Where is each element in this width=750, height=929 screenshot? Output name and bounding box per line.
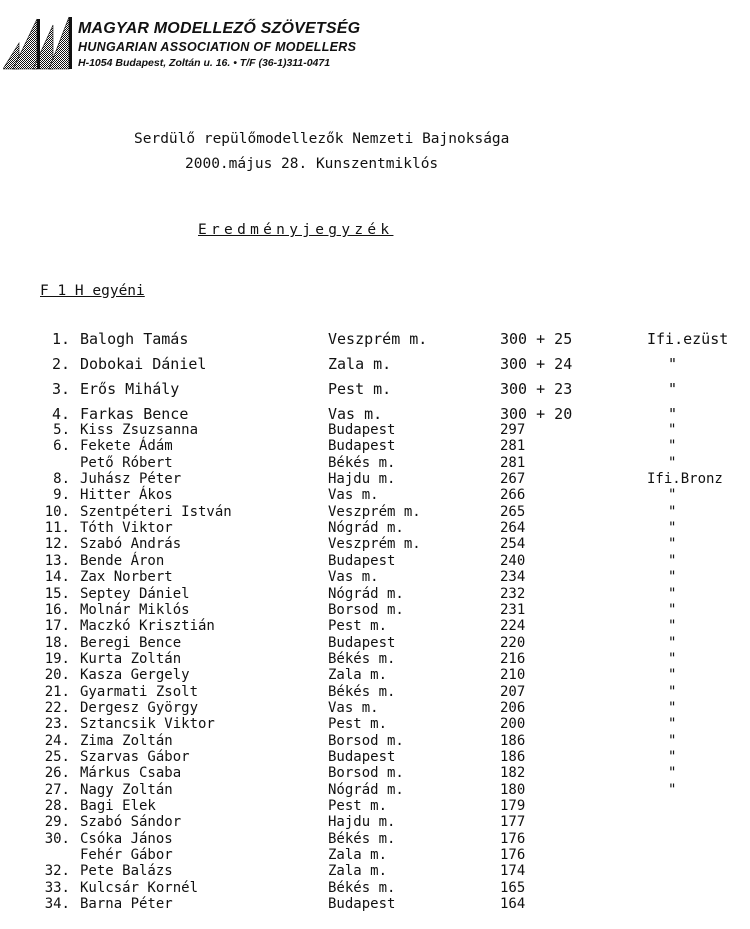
result-score: 186 [500,749,526,765]
table-row [0,765,750,781]
competitor-name: Szabó Sándor [80,814,182,831]
org-name-english: HUNGARIAN ASSOCIATION OF MODELLERS [78,40,357,54]
result-rank: 22. [44,699,70,716]
table-row [0,520,750,536]
competitor-name: Erős Mihály [80,380,180,398]
table-row [0,749,750,765]
table-row [0,847,750,863]
result-rank: 13. [44,552,70,569]
competitor-county: Hajdu m. [328,471,396,488]
result-score: 216 [500,650,526,667]
result-score: 281 [500,438,526,455]
competitor-name: Hitter Ákos [80,487,173,504]
table-row [0,651,750,667]
table-row [0,422,750,438]
table-row [0,733,750,749]
result-rank: 12. [44,536,70,553]
stripes-logo-icon [3,13,73,71]
table-row [0,880,750,896]
result-score: 267 [500,471,526,488]
competitor-name: Kurta Zoltán [80,650,182,667]
result-rank: 28. [44,798,70,815]
result-award: " [668,618,677,635]
result-award: " [668,569,677,586]
result-award: " [668,650,677,667]
competitor-name: Nagy Zoltán [80,781,173,798]
competitor-name: Bagi Elek [80,798,156,815]
competitor-name: Csóka János [80,830,173,847]
result-rank: 24. [44,732,70,749]
result-score: 297 [500,422,526,438]
result-rank: 2. [51,355,70,373]
event-date-place: 2000.május 28. Kunszentmiklós [185,156,439,172]
result-score: 240 [500,552,526,569]
competitor-name: Kulcsár Kornél [80,879,199,896]
result-rank: 21. [44,683,70,700]
table-row [0,553,750,569]
competitor-county: Békés m. [328,830,396,847]
table-row [0,586,750,602]
result-rank: 29. [44,814,70,831]
result-award: " [668,732,677,749]
result-score: 180 [500,781,526,798]
result-score: 176 [500,847,526,864]
competitor-name: Molnár Miklós [80,601,190,618]
competitor-name: Tóth Viktor [80,520,173,537]
competitor-name: Fehér Gábor [80,847,173,864]
result-award: " [668,552,677,569]
result-rank: 34. [44,896,70,913]
competitor-county: Pest m. [328,380,392,398]
result-rank: 17. [44,618,70,635]
result-score: 234 [500,569,526,586]
table-row [0,700,750,716]
result-award: " [668,405,678,423]
competitor-name: Pető Róbert [80,454,173,471]
table-row [0,331,750,347]
result-rank: 30. [44,830,70,847]
result-score: 224 [500,618,526,635]
result-award: " [668,781,677,798]
competitor-name: Pete Balázs [80,863,173,880]
result-award: " [668,454,677,471]
competitor-county: Vas m. [328,699,379,716]
competitor-county: Budapest [328,634,396,651]
competitor-name: Kasza Gergely [80,667,190,684]
table-row [0,406,750,422]
result-rank: 18. [44,634,70,651]
competitor-name: Dobokai Dániel [80,355,207,373]
category-label: F 1 H egyéni [40,283,145,299]
result-score: 300 + 23 [500,380,573,398]
table-row [0,831,750,847]
table-row [0,667,750,683]
result-rank: 32. [44,863,70,880]
competitor-county: Békés m. [328,454,396,471]
competitor-name: Zima Zoltán [80,732,173,749]
result-score: 174 [500,863,526,880]
competitor-name: Kiss Zsuzsanna [80,422,199,438]
result-award: " [668,487,677,504]
competitor-county: Veszprém m. [328,330,428,348]
competitor-name: Sztancsik Viktor [80,716,215,733]
result-score: 231 [500,601,526,618]
result-award: " [668,536,677,553]
result-award: " [668,380,678,398]
result-rank: 20. [44,667,70,684]
result-rank: 19. [44,650,70,667]
table-row [0,782,750,798]
competitor-county: Pest m. [328,716,388,733]
table-row [0,381,750,397]
table-row [0,504,750,520]
competitor-county: Vas m. [328,487,379,504]
table-row [0,438,750,454]
competitor-county: Budapest [328,422,396,438]
result-award: " [668,634,677,651]
competitor-county: Budapest [328,896,396,913]
competitor-name: Márkus Csaba [80,765,182,782]
result-rank: 26. [44,765,70,782]
competitor-name: Septey Dániel [80,585,190,602]
competitor-county: Hajdu m. [328,814,396,831]
result-rank: 14. [44,569,70,586]
competitor-county: Békés m. [328,683,396,700]
competitor-name: Bende Áron [80,552,165,569]
competitor-name: Maczkó Krisztián [80,618,215,635]
result-rank: 5. [53,422,70,438]
competitor-county: Veszprém m. [328,536,421,553]
table-row [0,635,750,651]
competitor-county: Budapest [328,749,396,765]
competitor-name: Szarvas Gábor [80,749,190,765]
result-award: " [668,438,677,455]
result-award: " [668,699,677,716]
result-award: " [668,422,677,438]
result-rank: 27. [44,781,70,798]
table-row [0,455,750,471]
table-row [0,471,750,487]
result-score: 300 + 25 [500,330,573,348]
competitor-name: Zax Norbert [80,569,173,586]
result-score: 177 [500,814,526,831]
table-row [0,602,750,618]
competitor-county: Békés m. [328,879,396,896]
competitor-county: Békés m. [328,650,396,667]
competitor-county: Veszprém m. [328,503,421,520]
result-score: 164 [500,896,526,913]
competitor-county: Borsod m. [328,732,404,749]
result-score: 300 + 20 [500,405,573,423]
competitor-name: Szentpéteri István [80,503,232,520]
competitor-name: Barna Péter [80,896,173,913]
result-score: 179 [500,798,526,815]
competitor-name: Farkas Bence [80,405,189,423]
competitor-name: Beregi Bence [80,634,182,651]
competitor-county: Borsod m. [328,765,404,782]
table-row [0,536,750,552]
competitor-name: Juhász Péter [80,471,182,488]
result-award: Ifi.ezüst [647,330,729,348]
result-score: 200 [500,716,526,733]
competitor-county: Vas m. [328,569,379,586]
result-rank: 4. [51,405,70,423]
competitor-county: Pest m. [328,798,388,815]
result-rank: 25. [44,749,70,765]
result-rank: 9. [53,487,70,504]
table-row [0,487,750,503]
org-address: H-1054 Budapest, Zoltán u. 16. • T/F (36-1)311-0471 [78,57,331,69]
competitor-name: Dergesz György [80,699,199,716]
result-rank: 16. [44,601,70,618]
competitor-county: Nógrád m. [328,781,404,798]
result-award: " [668,520,677,537]
result-score: 176 [500,830,526,847]
competitor-county: Borsod m. [328,601,404,618]
result-score: 265 [500,503,526,520]
competitor-county: Nógrád m. [328,520,404,537]
result-score: 220 [500,634,526,651]
result-score: 266 [500,487,526,504]
competitor-county: Zala m. [328,847,388,864]
result-score: 281 [500,454,526,471]
result-award: " [668,355,678,373]
competitor-county: Zala m. [328,667,388,684]
result-award: " [668,683,677,700]
results-heading: Eredményjegyzék [198,222,394,238]
table-row [0,896,750,912]
result-score: 206 [500,699,526,716]
competitor-county: Zala m. [328,355,392,373]
result-score: 254 [500,536,526,553]
event-title: Serdülő repülőmodellezők Nemzeti Bajnoksága [134,131,510,147]
competitor-county: Nógrád m. [328,585,404,602]
result-rank: 6. [53,438,70,455]
result-score: 207 [500,683,526,700]
result-score: 165 [500,879,526,896]
result-rank: 33. [44,879,70,896]
result-score: 232 [500,585,526,602]
result-rank: 23. [44,716,70,733]
competitor-name: Szabó András [80,536,182,553]
competitor-county: Zala m. [328,863,388,880]
result-score: 182 [500,765,526,782]
table-row [0,684,750,700]
result-score: 210 [500,667,526,684]
result-award: " [668,503,677,520]
competitor-name: Balogh Tamás [80,330,189,348]
result-score: 186 [500,732,526,749]
result-rank: 1. [51,330,70,348]
result-award: " [668,749,677,765]
competitor-county: Pest m. [328,618,388,635]
table-row [0,569,750,585]
org-name-hungarian: MAGYAR MODELLEZŐ SZÖVETSÉG [78,20,361,37]
result-rank: 3. [51,380,70,398]
competitor-county: Vas m. [328,405,383,423]
result-award: " [668,667,677,684]
table-row [0,618,750,634]
competitor-name: Gyarmati Zsolt [80,683,199,700]
result-rank: 11. [44,520,70,537]
result-award: " [668,716,677,733]
competitor-county: Budapest [328,552,396,569]
result-score: 300 + 24 [500,355,573,373]
result-rank: 8. [53,471,70,488]
table-row [0,814,750,830]
result-award: Ifi.Bronz [647,471,723,488]
table-row [0,356,750,372]
result-rank: 10. [44,503,70,520]
result-award: " [668,585,677,602]
result-score: 264 [500,520,526,537]
table-row [0,863,750,879]
result-award: " [668,601,677,618]
competitor-name: Fekete Ádám [80,438,173,455]
table-row [0,798,750,814]
table-row [0,716,750,732]
result-award: " [668,765,677,782]
competitor-county: Budapest [328,438,396,455]
result-rank: 15. [44,585,70,602]
